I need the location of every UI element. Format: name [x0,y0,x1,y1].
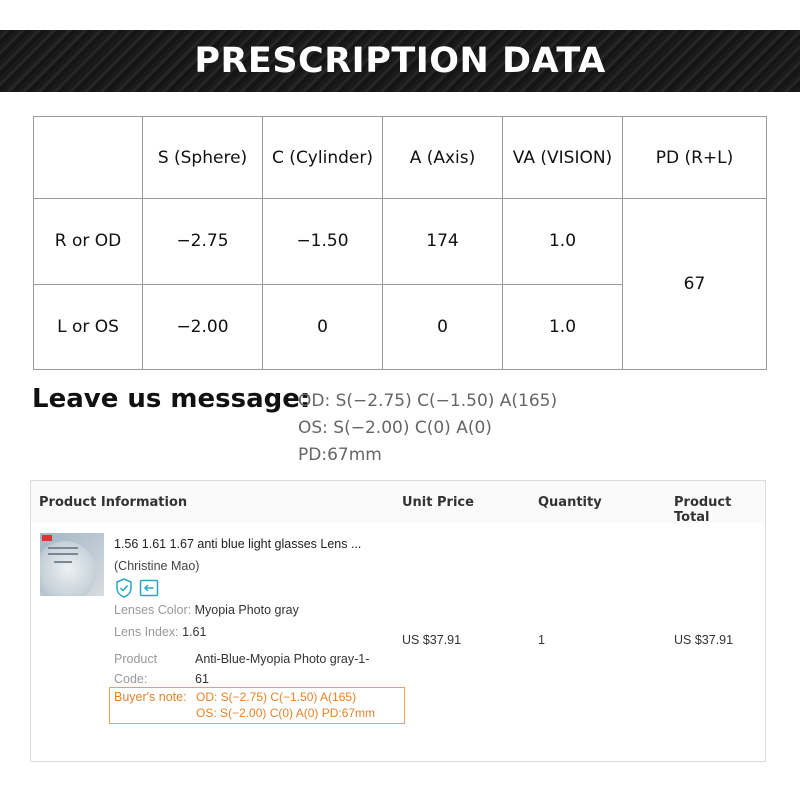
thumb-text-line [48,553,78,555]
header-empty [34,117,143,199]
od-vision: 1.0 [503,199,623,284]
thumb-text-line [54,561,72,563]
return-arrow-icon[interactable] [139,578,159,598]
buyer-note-label: Buyer's note: [114,690,187,704]
message-title: Leave us message: [32,384,311,414]
header-axis: A (Axis) [383,117,503,199]
thumb-text-line [48,547,78,549]
header-pd: PD (R+L) [623,117,767,199]
attr-value: Myopia Photo gray [194,603,299,617]
attr-lens-index [114,625,206,639]
attr-label: Lenses Color: [114,603,192,617]
os-axis: 0 [383,284,503,369]
os-sphere: −2.00 [143,284,263,369]
unit-price: US $37.91 [402,633,462,647]
message-line-os: OS: S(−2.00) C(0) A(0) [298,418,492,438]
banner [0,30,800,92]
attr-product-code-value: Anti-Blue-Myopia Photo gray-1-61 [195,652,370,686]
row-label: R or OD [34,199,143,284]
buyer-note-line: OD: S(−2.75) C(−1.50) A(165) [196,690,357,704]
order-card [30,480,766,762]
prescription-table [33,116,767,370]
message-line-od: OD: S(−2.75) C(−1.50) A(165) [298,391,558,411]
attr-value: 1.61 [182,625,207,639]
od-axis: 174 [383,199,503,284]
header-vision: VA (VISION) [503,117,623,199]
attr-label: Lens Index: [114,625,179,639]
os-vision: 1.0 [503,284,623,369]
service-badges [114,578,159,598]
prescription-row-od [34,199,767,284]
order-header [31,481,765,523]
os-cylinder: 0 [263,284,383,369]
header-product-info: Product Information [39,495,188,510]
product-total: US $37.91 [674,633,734,647]
header-product-total: Product Total [674,495,732,525]
seller-name[interactable]: (Christine Mao) [114,559,200,573]
prescription-header-row [34,117,767,199]
header-sphere: S (Sphere) [143,117,263,199]
shield-check-icon[interactable] [114,578,134,598]
message-lines [298,390,557,471]
message-line-pd: PD:67mm [298,445,382,465]
od-cylinder: −1.50 [263,199,383,284]
header-cylinder: C (Cylinder) [263,117,383,199]
attr-product-code-label: Product Code: [114,652,158,686]
lens-image [40,541,96,596]
product-thumbnail[interactable] [40,533,104,596]
row-label: L or OS [34,284,143,369]
banner-title: PRESCRIPTION DATA [194,41,606,81]
buyer-note-line: OS: S(−2.00) C(0) A(0) PD:67mm [196,706,376,720]
header-quantity: Quantity [538,495,602,510]
product-title-link[interactable]: 1.56 1.61 1.67 anti blue light glasses Lens ... [114,537,362,551]
quantity: 1 [538,633,545,647]
attr-lenses-color [114,603,299,617]
od-sphere: −2.75 [143,199,263,284]
buyer-note [109,687,405,724]
pd-value: 67 [623,199,767,370]
brand-tag [42,535,52,541]
header-unit-price: Unit Price [402,495,474,510]
